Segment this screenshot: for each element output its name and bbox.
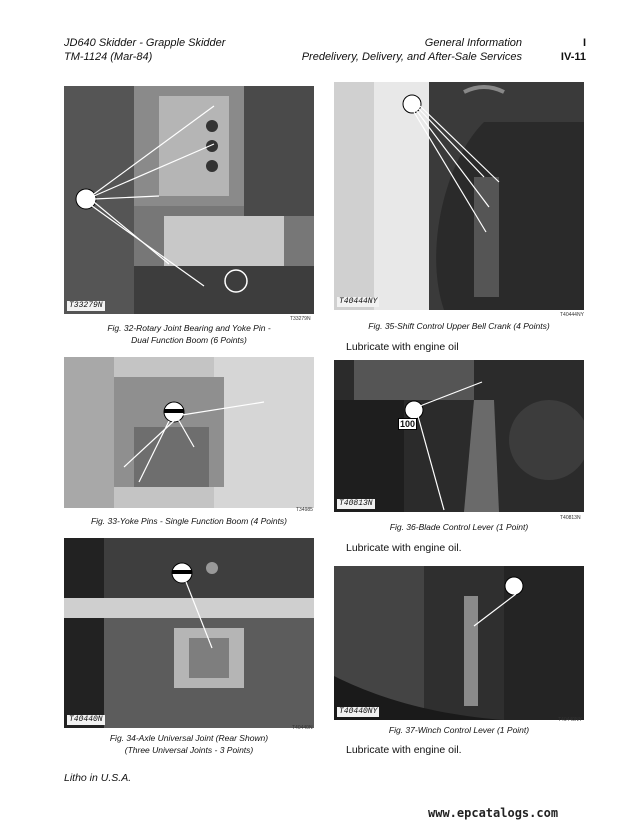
figure-34-caption-line-2: (Three Universal Joints - 3 Points) [124,745,254,755]
figure-36-photo [334,360,584,512]
figure-37-caption [334,724,584,736]
figure-32-tag: T33279N [69,301,103,310]
figure-33-photo [64,357,314,508]
figure-37-caption-line-1: Fig. 37-Winch Control Lever (1 Point) [388,725,530,735]
figure-37-tag: T40440NY [339,707,378,716]
figure-34-photo [64,538,314,728]
model-title: JD640 Skidder - Grapple Skidder [64,37,226,49]
figure-33-caption-line-1: Fig. 33-Yoke Pins - Single Function Boom (4 Points) [90,516,288,526]
figure-32-drawing [64,86,314,314]
section-marker [561,36,586,64]
header-left [64,36,225,64]
figure-35-photo [334,82,584,310]
page-number: IV-11 [560,51,586,63]
figure-34-caption [64,732,314,756]
header-right [302,36,522,64]
figure-35-tag: T40444NY [339,297,378,306]
figure-36-drawing [334,360,584,512]
section-subtitle: Predelivery, Delivery, and After-Sale Services [301,51,522,63]
figure-37-id: T40440NY [558,717,582,723]
figure-35-caption [334,320,584,332]
figure-36-tag: T40813N [339,499,373,508]
figure-35-note: Lubricate with engine oil [346,341,459,353]
figure-34-drawing [64,538,314,728]
figure-37-drawing [334,566,584,720]
figure-33-caption [64,515,314,527]
figure-35-id: T40444NY [560,312,584,318]
figure-34-id: T40440N [292,725,313,731]
figure-37-note: Lubricate with engine oil. [346,744,462,756]
figure-34-caption-line-1: Fig. 34-Axle Universal Joint (Rear Shown) [109,733,269,743]
figure-36-caption [334,521,584,533]
figure-36-caption-line-1: Fig. 36-Blade Control Lever (1 Point) [389,522,529,532]
footer-litho: Litho in U.S.A. [64,772,132,784]
figure-32-caption-line-2: Dual Function Boom (6 Points) [131,335,247,345]
figure-37-photo [334,566,584,720]
section-title: General Information [424,37,522,49]
figure-33-drawing [64,357,314,508]
watermark-url: www.epcatalogs.com [428,806,559,820]
figure-32-caption [64,322,314,346]
figure-32-photo [64,86,314,314]
figure-36-oil-label: 100 [400,419,416,429]
figure-33-id: T34985 [296,507,313,513]
figure-35-drawing [334,82,584,310]
figure-32-caption-line-1: Fig. 32-Rotary Joint Bearing and Yoke Pin - [107,323,271,333]
figure-32-id: T33279N [290,316,311,322]
figure-34-tag: T40440N [69,715,103,724]
manual-number: TM-1124 (Mar-84) [64,51,153,63]
figure-35-caption-line-1: Fig. 35-Shift Control Upper Bell Crank (4 Points) [368,321,550,331]
figure-36-id: T40813N [560,515,581,521]
section-mark: I [582,37,586,49]
figure-36-note: Lubricate with engine oil. [346,542,462,554]
